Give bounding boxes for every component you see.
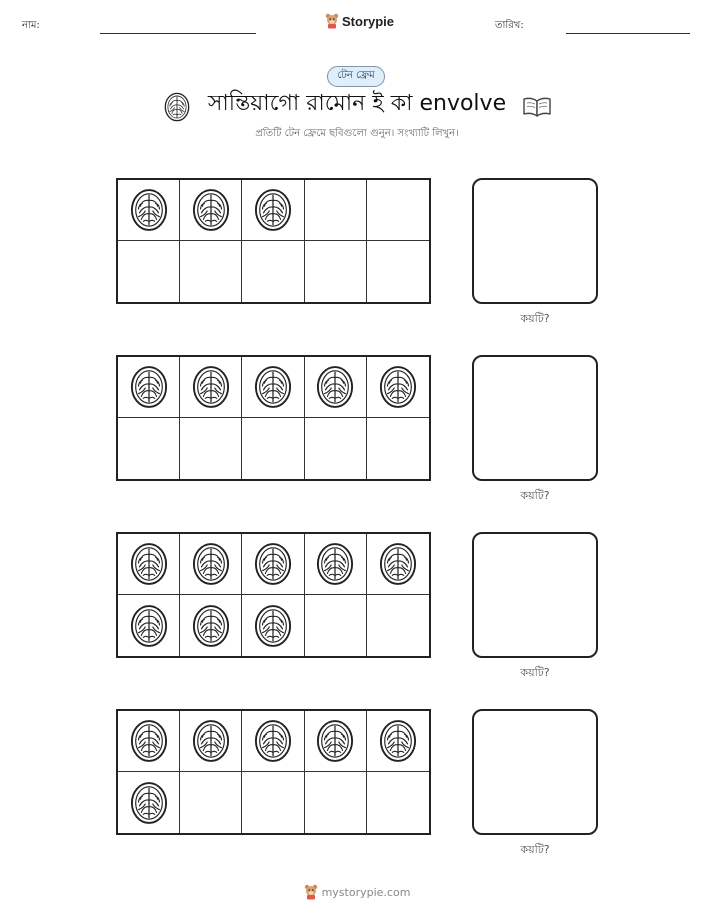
ten-frame-cell: [180, 595, 242, 656]
ten-frame-cell: [180, 180, 242, 241]
brain-icon: [316, 542, 354, 586]
ten-frame-cell: [305, 534, 367, 595]
brain-icon: [192, 604, 230, 648]
ten-frame-cell: [180, 772, 242, 833]
ten-frame: [116, 355, 431, 481]
page-title: সান্তিয়াগো রামোন ই কা envolve: [207, 91, 507, 116]
footer-url[interactable]: mystorypie.com: [321, 885, 411, 899]
ten-frame-cell: [305, 357, 367, 418]
ten-frame-cell: [367, 418, 429, 479]
category-badge: টেন ফ্রেম: [327, 66, 385, 87]
ten-frame: [116, 532, 431, 658]
bear-mascot-icon: [325, 13, 339, 29]
brain-icon: [254, 719, 292, 763]
brain-icon: [164, 92, 190, 122]
ten-frame: [116, 709, 431, 835]
brain-icon: [254, 542, 292, 586]
ten-frame-cell: [242, 711, 304, 772]
answer-label: কয়টি?: [520, 489, 550, 502]
name-label: নাম:: [22, 20, 40, 31]
ten-frame-cell: [305, 711, 367, 772]
brain-icon: [254, 604, 292, 648]
ten-frame-cell: [118, 534, 180, 595]
ten-frame-cell: [180, 711, 242, 772]
ten-frame-cell: [118, 772, 180, 833]
ten-frame-cell: [180, 418, 242, 479]
ten-frame-cell: [242, 180, 304, 241]
brain-icon: [316, 719, 354, 763]
name-line[interactable]: [100, 33, 256, 34]
storypie-logo: [325, 13, 394, 29]
brain-icon: [192, 365, 230, 409]
ten-frame-cell: [305, 241, 367, 302]
brain-icon: [254, 188, 292, 232]
brain-icon: [130, 542, 168, 586]
brain-icon: [130, 365, 168, 409]
date-label: তারিখ:: [495, 20, 524, 31]
ten-frame-cell: [180, 357, 242, 418]
bear-mascot-icon: [304, 884, 318, 900]
ten-frame-cell: [305, 180, 367, 241]
brain-icon: [130, 719, 168, 763]
ten-frame-cell: [242, 595, 304, 656]
brain-icon: [254, 365, 292, 409]
brand-name: Storypie: [342, 13, 395, 29]
answer-box[interactable]: [472, 355, 598, 481]
answer-box[interactable]: [472, 532, 598, 658]
ten-frame-cell: [367, 180, 429, 241]
ten-frame-cell: [305, 772, 367, 833]
brain-icon: [379, 719, 417, 763]
ten-frame-cell: [367, 772, 429, 833]
ten-frame-cell: [242, 418, 304, 479]
answer-label: কয়টি?: [520, 843, 550, 856]
ten-frame-cell: [242, 357, 304, 418]
ten-frame-cell: [242, 241, 304, 302]
brain-icon: [192, 542, 230, 586]
ten-frame-cell: [180, 534, 242, 595]
answer-box[interactable]: [472, 709, 598, 835]
book-icon: [522, 96, 552, 118]
brain-icon: [130, 604, 168, 648]
ten-frame-cell: [118, 241, 180, 302]
ten-frame-cell: [242, 534, 304, 595]
instructions: প্রতিটি টেন ফ্রেমে ছবিগুলো গুনুন। সংখ্যাটি লিখুন।: [255, 128, 459, 139]
ten-frame-cell: [180, 241, 242, 302]
brain-icon: [130, 188, 168, 232]
answer-label: কয়টি?: [520, 312, 550, 325]
answer-box[interactable]: [472, 178, 598, 304]
brain-icon: [192, 719, 230, 763]
answer-label: কয়টি?: [520, 666, 550, 679]
footer: [0, 884, 714, 900]
ten-frame-cell: [367, 534, 429, 595]
ten-frame-cell: [367, 241, 429, 302]
ten-frame-cell: [367, 357, 429, 418]
brain-icon: [379, 365, 417, 409]
date-line[interactable]: [566, 33, 690, 34]
ten-frame: [116, 178, 431, 304]
brain-icon: [379, 542, 417, 586]
brain-icon: [130, 781, 168, 825]
ten-frame-cell: [118, 357, 180, 418]
ten-frame-cell: [118, 595, 180, 656]
ten-frame-cell: [367, 595, 429, 656]
ten-frame-cell: [118, 180, 180, 241]
brain-icon: [192, 188, 230, 232]
ten-frame-cell: [242, 772, 304, 833]
ten-frame-cell: [367, 711, 429, 772]
title-row: [150, 88, 564, 124]
brain-icon: [316, 365, 354, 409]
ten-frame-cell: [305, 595, 367, 656]
ten-frame-cell: [305, 418, 367, 479]
ten-frame-cell: [118, 418, 180, 479]
ten-frame-cell: [118, 711, 180, 772]
